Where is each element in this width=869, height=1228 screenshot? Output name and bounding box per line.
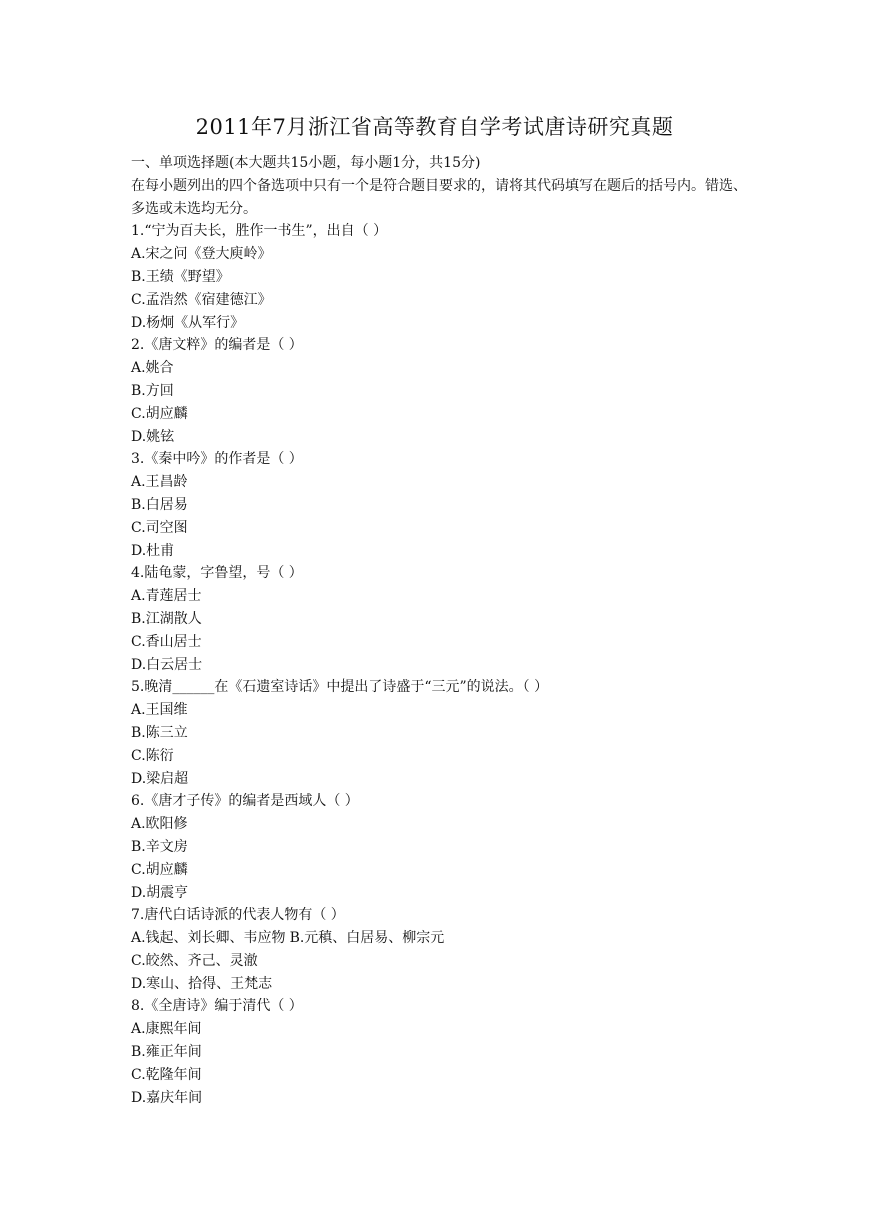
option-d: D.白云居士 bbox=[131, 656, 203, 673]
question-text: 4.陆龟蒙，字鲁望，号（ ） bbox=[131, 565, 303, 582]
question-6 bbox=[131, 790, 751, 904]
question-text: 8.《全唐诗》编于清代（ ） bbox=[131, 998, 303, 1015]
option-b: B.王绩《野望》 bbox=[131, 268, 230, 285]
question-4 bbox=[131, 562, 751, 676]
option-d: D.梁启超 bbox=[131, 770, 189, 787]
option-list bbox=[131, 813, 751, 904]
option-c: C.胡应麟 bbox=[131, 405, 188, 422]
option-a: A.青莲居士 bbox=[131, 588, 202, 605]
option-list bbox=[131, 1018, 751, 1109]
inline-options bbox=[131, 927, 751, 950]
option-a: A.姚合 bbox=[131, 360, 174, 377]
option-a: A.宋之问《登大庾岭》 bbox=[131, 246, 272, 263]
question-7 bbox=[131, 904, 751, 995]
option-c: C.香山居士 bbox=[131, 633, 202, 650]
document-body bbox=[131, 152, 751, 1109]
option-list bbox=[131, 357, 751, 448]
question-8 bbox=[131, 995, 751, 1109]
option-d: D.姚铉 bbox=[131, 428, 175, 445]
question-text: 6.《唐才子传》的编者是西域人（ ） bbox=[131, 793, 359, 810]
question-5 bbox=[131, 676, 751, 790]
option-a: A.欧阳修 bbox=[131, 816, 188, 833]
option-list bbox=[131, 243, 751, 334]
option-d: D.胡震亨 bbox=[131, 884, 189, 901]
document-title: 2011年7月浙江省高等教育自学考试唐诗研究真题 bbox=[195, 115, 674, 139]
option-a: A.王昌龄 bbox=[131, 474, 188, 491]
option-b: B.辛文房 bbox=[131, 838, 188, 855]
question-text: 3.《秦中吟》的作者是（ ） bbox=[131, 451, 303, 468]
option-c: C.陈衍 bbox=[131, 747, 174, 764]
option-b: B.白居易 bbox=[131, 496, 188, 513]
question-2 bbox=[131, 334, 751, 448]
option-a: A.钱起、刘长卿、韦应物 bbox=[131, 930, 286, 947]
option-c: C.孟浩然《宿建德江》 bbox=[131, 291, 272, 308]
option-b: B.方回 bbox=[131, 382, 174, 399]
option-a: A.康熙年间 bbox=[131, 1021, 202, 1038]
option-c: C.乾隆年间 bbox=[131, 1066, 202, 1083]
question-text: 2.《唐文粹》的编者是（ ） bbox=[131, 337, 303, 354]
option-list bbox=[131, 471, 751, 562]
option-c: C.司空图 bbox=[131, 519, 188, 536]
option-b: B.雍正年间 bbox=[131, 1044, 202, 1061]
option-d: D.杨炯《从军行》 bbox=[131, 314, 245, 331]
option-a: A.王国维 bbox=[131, 702, 188, 719]
option-list bbox=[131, 585, 751, 676]
option-d: D.杜甫 bbox=[131, 542, 175, 559]
option-c: C.皎然、齐己、灵澈 bbox=[131, 952, 258, 969]
option-d: D.嘉庆年间 bbox=[131, 1089, 203, 1106]
question-text: 7.唐代白话诗派的代表人物有（ ） bbox=[131, 907, 345, 924]
option-list bbox=[131, 950, 751, 996]
option-b: B.元稹、白居易、柳宗元 bbox=[289, 930, 445, 947]
option-list bbox=[131, 699, 751, 790]
question-text: 1.“宁为百夫长，胜作一书生”，出自（ ） bbox=[131, 223, 388, 240]
option-d: D.寒山、拾得、王梵志 bbox=[131, 975, 273, 992]
option-b: B.陈三立 bbox=[131, 724, 188, 741]
option-c: C.胡应麟 bbox=[131, 861, 188, 878]
question-text: 5.晚清______在《石遗室诗话》中提出了诗盛于“三元”的说法。（ ） bbox=[131, 679, 549, 696]
question-1 bbox=[131, 220, 751, 334]
section-heading: 一、单项选择题(本大题共15小题，每小题1分，共15分) bbox=[131, 155, 481, 171]
instructions: 在每小题列出的四个备选项中只有一个是符合题目要求的，请将其代码填写在题后的括号内。错选、多选或未选均无分。 bbox=[131, 177, 747, 217]
question-3 bbox=[131, 448, 751, 562]
option-b: B.江湖散人 bbox=[131, 610, 202, 627]
